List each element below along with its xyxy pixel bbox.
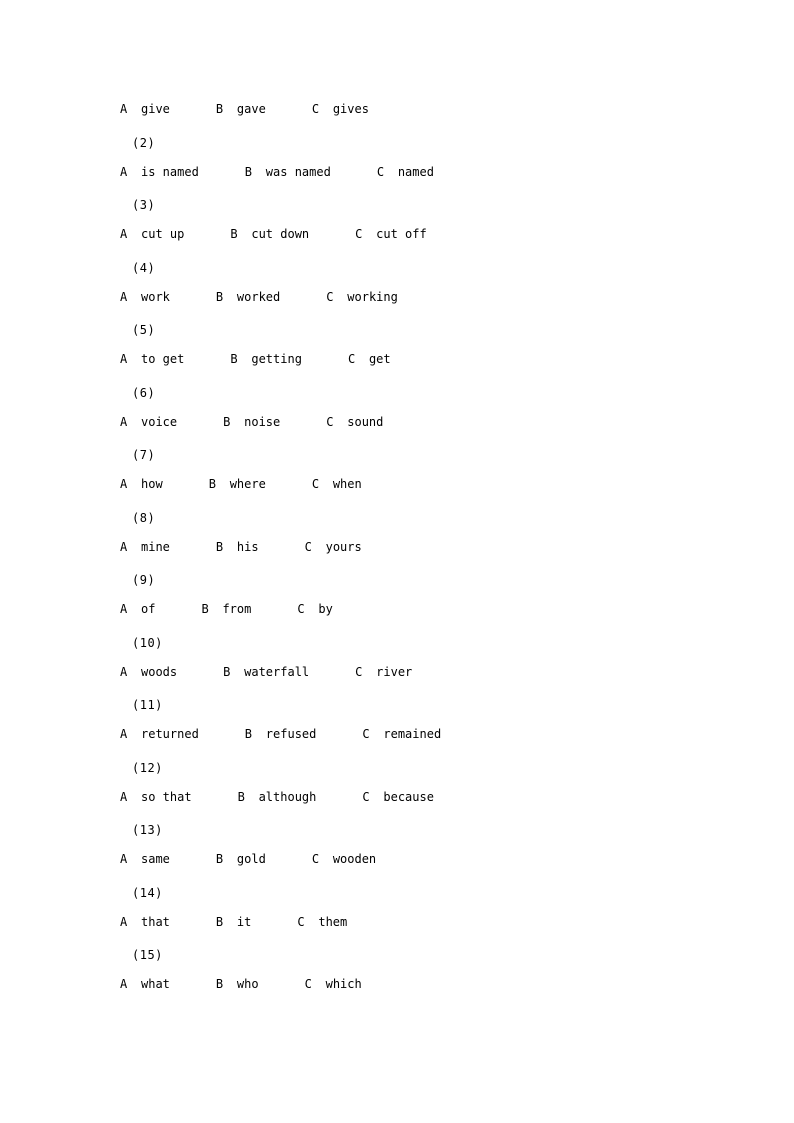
question-number: (9) <box>132 573 156 587</box>
option-letter: C <box>362 789 370 804</box>
option-text: give <box>141 102 170 116</box>
question-item <box>120 260 720 305</box>
option-letter: B <box>223 664 231 679</box>
option-text: by <box>318 602 333 616</box>
option-letter: B <box>215 977 224 991</box>
option-letter: A <box>120 164 128 179</box>
option-letter: C <box>376 164 385 179</box>
option-row <box>120 726 720 742</box>
option-text: how <box>141 477 163 491</box>
option-row <box>120 789 720 805</box>
option-letter: A <box>120 477 128 491</box>
option-text: river <box>376 664 413 679</box>
answer-option <box>312 476 362 492</box>
answer-option <box>120 789 192 805</box>
question-item <box>120 385 720 430</box>
option-text: when <box>332 477 362 491</box>
question-item <box>120 135 720 180</box>
answer-option <box>209 476 266 492</box>
answer-option <box>355 664 412 680</box>
option-letter: B <box>230 352 238 366</box>
answer-option <box>120 851 170 867</box>
question-item <box>120 510 720 555</box>
question-number: (15) <box>132 948 163 962</box>
option-text: waterfall <box>244 664 310 679</box>
answer-option <box>305 976 362 992</box>
option-text: cut up <box>141 227 185 241</box>
option-text: named <box>397 164 434 179</box>
option-letter: A <box>120 789 128 804</box>
option-text: refused <box>265 727 317 741</box>
option-text: it <box>236 914 252 929</box>
option-letter: C <box>304 539 312 554</box>
option-letter: A <box>120 414 128 429</box>
option-letter: A <box>120 977 128 991</box>
option-text: cut off <box>376 227 427 241</box>
answer-option <box>312 101 369 117</box>
option-text: remained <box>383 727 442 741</box>
answer-option <box>120 226 184 242</box>
option-letter: A <box>120 914 128 929</box>
option-letter: B <box>244 164 253 179</box>
option-text: mine <box>141 539 170 554</box>
option-row <box>120 351 720 367</box>
question-number: (14) <box>132 885 163 900</box>
answer-option <box>238 789 317 805</box>
option-text: returned <box>141 727 199 741</box>
answer-option <box>201 601 251 617</box>
option-row <box>120 539 720 555</box>
option-text: woods <box>141 664 178 679</box>
option-letter: B <box>230 227 238 241</box>
option-row <box>120 914 720 930</box>
answer-option <box>326 289 398 305</box>
answer-option <box>223 414 280 430</box>
option-letter: C <box>355 664 363 679</box>
option-text: same <box>141 852 170 866</box>
answer-option <box>120 101 170 117</box>
question-number: (10) <box>132 635 163 650</box>
answer-option <box>120 726 199 742</box>
option-text: his <box>236 539 259 554</box>
option-letter: B <box>208 477 216 491</box>
question-item <box>120 823 720 867</box>
option-letter: C <box>362 727 370 741</box>
question-number: (4) <box>132 260 156 275</box>
answer-option <box>216 101 266 117</box>
answer-option <box>120 164 199 180</box>
answer-option <box>120 601 155 617</box>
answer-option <box>297 914 347 930</box>
option-text: so that <box>141 789 192 804</box>
answer-option <box>216 289 280 305</box>
option-text: yours <box>325 539 362 554</box>
answer-option <box>216 851 266 867</box>
question-number: (2) <box>132 135 156 150</box>
answer-option <box>120 289 170 305</box>
option-text: although <box>258 789 317 804</box>
answer-option <box>120 664 177 680</box>
option-letter: A <box>120 352 128 366</box>
option-letter: C <box>311 477 320 491</box>
question-number: (7) <box>132 448 156 462</box>
option-text: sound <box>347 414 384 429</box>
question-number: (5) <box>132 323 156 337</box>
question-item <box>120 948 720 992</box>
option-letter: A <box>120 664 128 679</box>
option-text: wooden <box>332 852 377 866</box>
answer-option <box>120 539 170 555</box>
question-number: (8) <box>132 510 156 525</box>
answer-option <box>355 226 427 242</box>
option-letter: B <box>223 414 231 429</box>
answer-option <box>245 164 331 180</box>
option-text: noise <box>244 414 281 429</box>
option-text: of <box>141 602 156 616</box>
question-number: (6) <box>132 385 156 400</box>
option-letter: A <box>120 102 128 116</box>
option-text: was named <box>265 164 331 179</box>
question-item <box>120 323 720 367</box>
question-number: (13) <box>132 823 163 837</box>
option-letter: A <box>120 227 128 241</box>
option-text: them <box>318 914 348 929</box>
option-letter: C <box>297 914 305 929</box>
answer-option <box>216 539 259 555</box>
option-text: get <box>368 352 391 366</box>
question-item <box>120 635 720 680</box>
option-letter: B <box>201 602 209 616</box>
option-letter: B <box>215 539 224 554</box>
option-row <box>120 976 720 992</box>
option-text: working <box>347 289 398 304</box>
option-row <box>120 601 720 617</box>
option-letter: A <box>120 852 128 866</box>
answer-option <box>223 664 309 680</box>
option-text: where <box>229 477 266 491</box>
option-letter: A <box>120 289 128 304</box>
answer-option <box>120 476 163 492</box>
answer-option <box>362 726 441 742</box>
question-item <box>120 448 720 492</box>
answer-option <box>305 539 362 555</box>
question-item <box>120 698 720 742</box>
option-letter: B <box>215 289 224 304</box>
answer-option <box>377 164 434 180</box>
answer-option <box>216 914 251 930</box>
question-item <box>120 573 720 617</box>
option-text: from <box>222 602 252 616</box>
option-row <box>120 414 720 430</box>
answer-option <box>362 789 434 805</box>
option-letter: A <box>120 539 128 554</box>
answer-option <box>120 976 170 992</box>
answer-option <box>230 351 302 367</box>
option-letter: A <box>120 602 128 616</box>
option-text: gives <box>332 102 369 116</box>
option-text: gold <box>236 852 266 866</box>
answer-option <box>120 414 177 430</box>
answer-option <box>230 226 309 242</box>
answer-option <box>120 914 170 930</box>
option-row <box>120 226 720 242</box>
answer-option <box>312 851 376 867</box>
answer-option <box>216 976 259 992</box>
option-letter: B <box>237 789 245 804</box>
option-letter: B <box>215 102 224 116</box>
option-text: voice <box>141 414 178 429</box>
option-letter: C <box>304 977 312 991</box>
option-letter: C <box>311 852 320 866</box>
option-text: worked <box>236 289 281 304</box>
option-letter: C <box>297 602 305 616</box>
option-text: getting <box>251 352 302 366</box>
option-text: that <box>141 914 170 929</box>
answer-option <box>326 414 383 430</box>
option-row <box>120 289 720 305</box>
option-letter: B <box>215 852 224 866</box>
option-text: is named <box>141 164 199 179</box>
question-number: (12) <box>132 760 163 775</box>
option-text: what <box>141 977 170 991</box>
question-number: (11) <box>132 698 163 712</box>
question-number: (3) <box>132 198 156 212</box>
answer-option <box>297 601 332 617</box>
option-letter: A <box>120 727 128 741</box>
option-text: which <box>325 977 362 991</box>
option-row <box>120 164 720 180</box>
option-letter: B <box>215 914 224 929</box>
option-row <box>120 851 720 867</box>
answer-option <box>348 351 391 367</box>
option-row <box>120 101 720 117</box>
option-row <box>120 664 720 680</box>
option-text: cut down <box>251 227 310 241</box>
option-letter: B <box>244 727 253 741</box>
option-text: to get <box>141 352 185 366</box>
question-item <box>120 198 720 242</box>
option-letter: C <box>311 102 320 116</box>
option-row <box>120 476 720 492</box>
option-letter: C <box>326 289 334 304</box>
option-text: because <box>383 789 434 804</box>
question-item <box>120 101 720 117</box>
option-text: gave <box>236 102 266 116</box>
answer-option <box>245 726 317 742</box>
option-letter: C <box>326 414 334 429</box>
option-text: work <box>141 289 170 304</box>
option-text: who <box>236 977 259 991</box>
question-item <box>120 885 720 930</box>
option-letter: C <box>347 352 356 366</box>
option-letter: C <box>355 227 363 241</box>
question-item <box>120 760 720 805</box>
answer-option <box>120 351 184 367</box>
